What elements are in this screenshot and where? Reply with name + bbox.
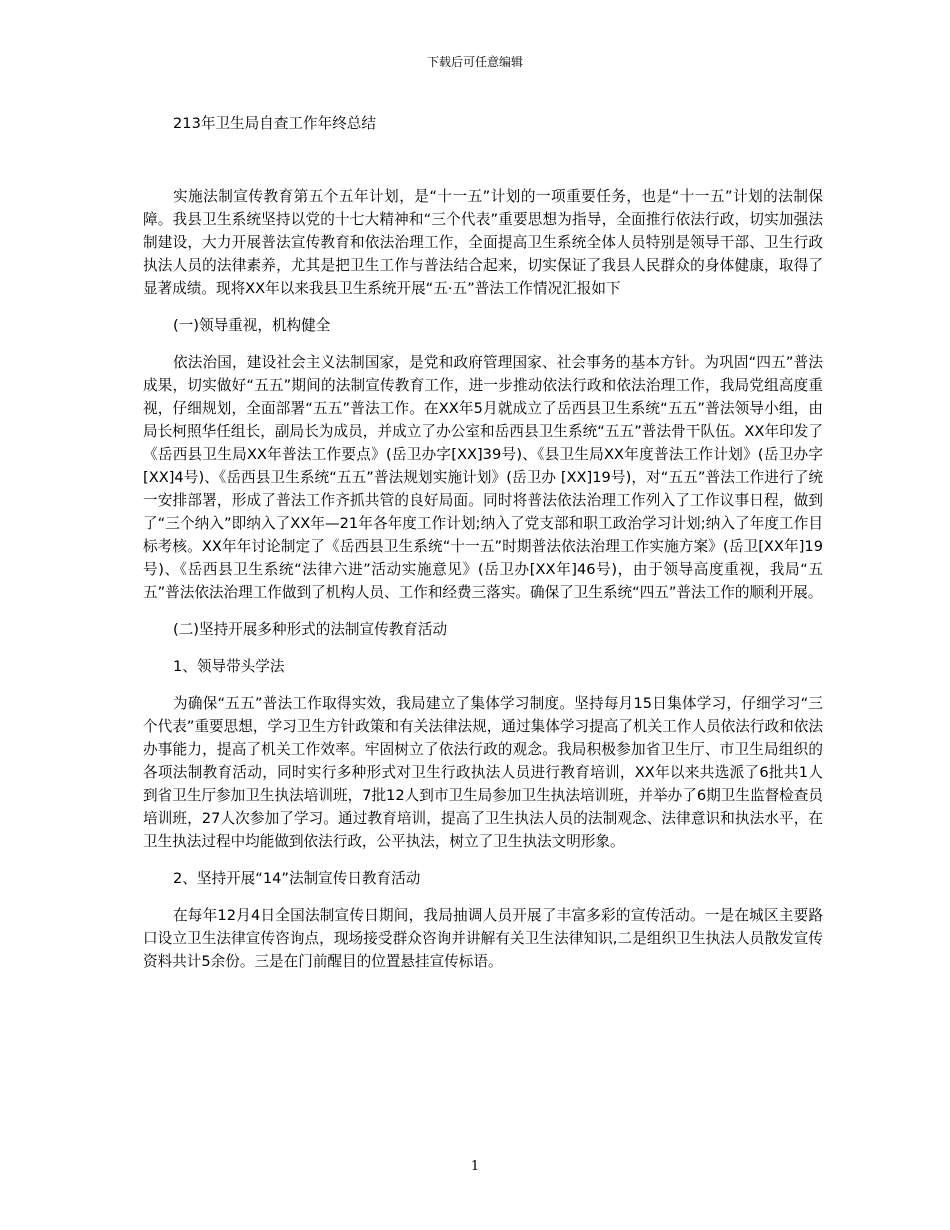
paragraph-intro: 实施法制宣传教育第五个五年计划，是“十一五”计划的一项重要任务，也是“十一五”计划的法制保障。我县卫生系统坚持以党的十七大精神和“三个代表”重要思想为指导，全面推行依法行政，切实加强法制建设，大力开展普法宣传教育和依法治理工作，全面提高卫生系统全体人员特别是领导干部、卫生行政执法人员的法律素养，尤其是把卫生工作与普法结合起来，切实保证了我县人民群众的身体健康，取得了显著成绩。现将XX年以来我县卫生系统开展“五·五”普法工作情况汇报如下 [143,188,823,297]
page-header: 下载后可任意编辑 [426,55,523,69]
subsection-heading-1: 1、领导带头学法 [173,658,285,675]
document-title: 213年卫生局自查工作年终总结 [173,115,376,132]
page-number: 1 [470,1159,480,1174]
paragraph-publicity-day: 在每年12月4日全国法制宣传日期间，我局抽调人员开展了丰富多彩的宣传活动。一是在城区主要路口设立卫生法律宣传咨询点，现场接受群众咨询并讲解有关卫生法律知识,二是组织卫生执法人员散发宣传资料共计5余份。三是在门前醒目的位置悬挂宣传标语。 [143,907,823,970]
subsection-heading-2: 2、坚持开展“14”法制宣传日教育活动 [173,870,421,887]
section-heading-1: (一)领导重视，机构健全 [173,317,331,334]
paragraph-leadership: 依法治国，建设社会主义法制国家，是党和政府管理国家、社会事务的基本方针。为巩固“四五”普法成果，切实做好“五五”期间的法制宣传教育工作，进一步推动依法行政和依法治理工作，我局党组高度重视，仔细规划，全面部署“五五”普法工作。在XX年5月就成立了岳西县卫生系统“五五”普法领导小组，由局长柯照华任组长，副局长为成员，并成立了办公室和岳西县卫生系统“五五”普法骨干队伍。XX年印发了《岳西县卫生局XX年普法工作要点》(岳卫办字[XX]39号)、《县卫生局XX年度普法工作计划》(岳卫办字[XX]4号)、《岳西县卫生系统“五五”普法规划实施计划》(岳卫办 [XX]19号)，对“五五”普法工作进行了统一安排部署，形成了普法工作齐抓共管的良好局面。同时将普法依法治理工作列入了工作议事日程，做到了“三个纳入”即纳入了XX年—21年各年度工作计划;纳入了党支部和职工政治学习计划;纳入了年度工作目标考核。XX年年讨论制定了《岳西县卫生系统“十一五”时期普法依法治理工作实施方案》(岳卫[XX年]19号)、《岳西县卫生系统“法律六进”活动实施意见》(岳卫办[XX年]46号)，由于领导高度重视，我局“五五”普法依法治理工作做到了机构人员、工作和经费三落实。确保了卫生系统“四五”普法工作的顺利开展。 [143,354,823,601]
paragraph-study: 为确保“五五”普法工作取得实效，我局建立了集体学习制度。坚持每月15日集体学习，仔细学习“三个代表”重要思想，学习卫生方针政策和有关法律法规，通过集体学习提高了机关工作人员依法行政和依法办事能力，提高了机关工作效率。牢固树立了依法行政的观念。我局积极参加省卫生厅、市卫生局组织的各项法制教育活动，同时实行多种形式对卫生行政执法人员进行教育培训，XX年以来共选派了6批共1人到省卫生厅参加卫生执法培训班，7批12人到市卫生局参加卫生执法培训班，并举办了6期卫生监督检查员培训班，27人次参加了学习。通过教育培训，提高了卫生执法人员的法制观念、法律意识和执法水平，在卫生执法过程中均能做到依法行政，公平执法，树立了卫生执法文明形象。 [143,695,823,850]
document-body [143,112,823,973]
section-heading-2: (二)坚持开展多种形式的法制宣传教育活动 [173,621,448,638]
